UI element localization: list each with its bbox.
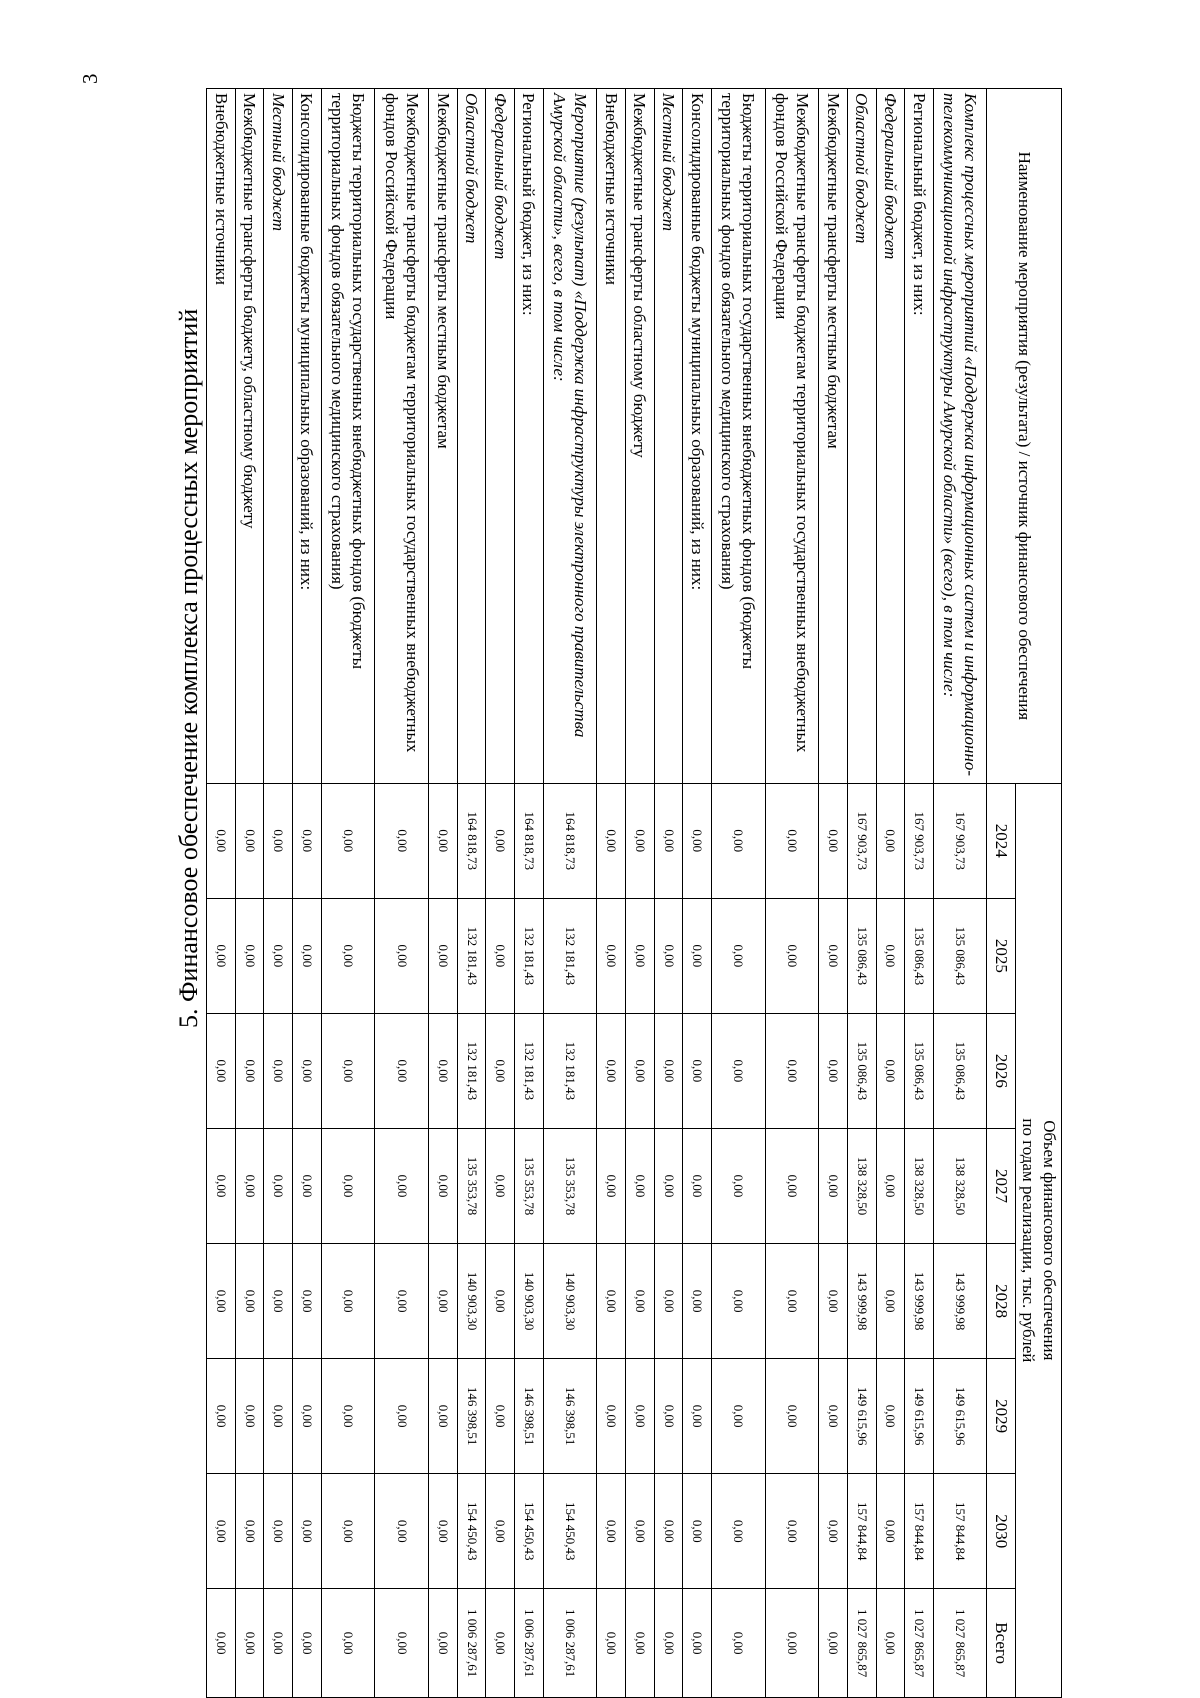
table-row <box>207 89 236 1698</box>
value-cell: 0,00 <box>235 1359 264 1474</box>
table-row <box>457 89 486 1698</box>
value-cell: 135 086,43 <box>847 1013 876 1128</box>
value-cell: 0,00 <box>486 1128 515 1243</box>
table-row <box>543 89 597 1698</box>
row-label: Межбюджетные трансферты местным бюджетам <box>429 89 458 784</box>
value-cell: 0,00 <box>765 783 819 898</box>
table-row <box>486 89 515 1698</box>
value-cell: 0,00 <box>654 1359 683 1474</box>
value-cell: 0,00 <box>207 783 236 898</box>
year-header: 2028 <box>987 1244 1016 1359</box>
volume-header-line1: Объем финансового обеспечения <box>1040 1120 1059 1361</box>
table-row <box>876 89 905 1698</box>
value-cell: 0,00 <box>597 1128 626 1243</box>
row-label: Межбюджетные трансферты бюджетам территориальных государственных внебюджетных фондов Российской Федерации <box>375 89 429 784</box>
row-label: Межбюджетные трансферты областному бюджету <box>625 89 654 784</box>
value-cell: 135 086,43 <box>905 1013 934 1128</box>
value-cell: 0,00 <box>597 1589 626 1698</box>
value-cell: 157 844,84 <box>847 1474 876 1589</box>
value-cell: 0,00 <box>654 1589 683 1698</box>
value-cell: 0,00 <box>264 898 293 1013</box>
value-cell: 0,00 <box>486 898 515 1013</box>
value-cell: 0,00 <box>375 1128 429 1243</box>
value-cell: 0,00 <box>293 783 322 898</box>
row-label: Областной бюджет <box>847 89 876 784</box>
name-column-header: Наименование мероприятия (результата) / источник финансового обеспечения <box>987 89 1062 784</box>
value-cell: 143 999,98 <box>933 1244 987 1359</box>
value-cell: 0,00 <box>264 1128 293 1243</box>
value-cell: 1 006 287,61 <box>543 1589 597 1698</box>
value-cell: 0,00 <box>597 783 626 898</box>
row-label: Комплекс процессных мероприятий «Поддержка информационных систем и информационно-телекоммуникационной инфраструктуры Амурской области» (всего), в том числе: <box>933 89 987 784</box>
row-label: Внебюджетные источники <box>207 89 236 784</box>
value-cell: 167 903,73 <box>905 783 934 898</box>
value-cell: 154 450,43 <box>457 1474 486 1589</box>
row-label: Региональный бюджет, из них: <box>515 89 544 784</box>
value-cell: 0,00 <box>293 1013 322 1128</box>
volume-header <box>1016 783 1062 1697</box>
value-cell: 0,00 <box>321 898 375 1013</box>
value-cell: 0,00 <box>876 1128 905 1243</box>
table-row <box>683 89 712 1698</box>
table-row <box>321 89 375 1698</box>
row-label: Федеральный бюджет <box>486 89 515 784</box>
value-cell: 0,00 <box>654 898 683 1013</box>
value-cell: 0,00 <box>321 783 375 898</box>
value-cell: 0,00 <box>683 898 712 1013</box>
value-cell: 0,00 <box>321 1013 375 1128</box>
value-cell: 0,00 <box>321 1359 375 1474</box>
value-cell: 0,00 <box>207 1359 236 1474</box>
value-cell: 0,00 <box>876 1244 905 1359</box>
value-cell: 0,00 <box>654 1474 683 1589</box>
value-cell: 0,00 <box>683 1128 712 1243</box>
row-label: Областной бюджет <box>457 89 486 784</box>
row-label: Бюджеты территориальных государственных внебюджетных фондов (бюджеты территориальных фондов обязательного медицинского страхования) <box>321 89 375 784</box>
value-cell: 135 353,78 <box>515 1128 544 1243</box>
value-cell: 0,00 <box>876 1359 905 1474</box>
row-label: Межбюджетные трансферты бюджету, областному бюджету <box>235 89 264 784</box>
value-cell: 0,00 <box>876 1474 905 1589</box>
table-row <box>847 89 876 1698</box>
value-cell: 146 398,51 <box>543 1359 597 1474</box>
value-cell: 0,00 <box>429 1589 458 1698</box>
rotated-table-container <box>206 88 1062 1698</box>
value-cell: 143 999,98 <box>905 1244 934 1359</box>
table-body <box>207 89 988 1698</box>
value-cell: 146 398,51 <box>457 1359 486 1474</box>
value-cell: 0,00 <box>683 1589 712 1698</box>
value-cell: 149 615,96 <box>933 1359 987 1474</box>
value-cell: 0,00 <box>293 1128 322 1243</box>
value-cell: 0,00 <box>429 1359 458 1474</box>
value-cell: 0,00 <box>625 1013 654 1128</box>
value-cell: 0,00 <box>321 1128 375 1243</box>
value-cell: 140 903,30 <box>457 1244 486 1359</box>
value-cell: 0,00 <box>654 1244 683 1359</box>
value-cell: 0,00 <box>486 1244 515 1359</box>
value-cell: 0,00 <box>264 1359 293 1474</box>
value-cell: 0,00 <box>235 1244 264 1359</box>
value-cell: 0,00 <box>429 898 458 1013</box>
value-cell: 0,00 <box>375 1359 429 1474</box>
row-label: Межбюджетные трансферты бюджетам территориальных государственных внебюджетных фондов Российской Федерации <box>765 89 819 784</box>
value-cell: 0,00 <box>765 1244 819 1359</box>
year-header: 2024 <box>987 783 1016 898</box>
row-label: Федеральный бюджет <box>876 89 905 784</box>
value-cell: 0,00 <box>711 1359 765 1474</box>
value-cell: 0,00 <box>321 1589 375 1698</box>
value-cell: 164 818,73 <box>515 783 544 898</box>
value-cell: 0,00 <box>765 1013 819 1128</box>
page-number: 3 <box>78 73 102 84</box>
row-label: Местный бюджет <box>264 89 293 784</box>
value-cell: 0,00 <box>654 1128 683 1243</box>
row-label: Внебюджетные источники <box>597 89 626 784</box>
value-cell: 0,00 <box>293 898 322 1013</box>
value-cell: 149 615,96 <box>905 1359 934 1474</box>
value-cell: 0,00 <box>235 898 264 1013</box>
value-cell: 0,00 <box>765 1589 819 1698</box>
value-cell: 1 027 865,87 <box>905 1589 934 1698</box>
value-cell: 135 086,43 <box>905 898 934 1013</box>
value-cell: 0,00 <box>683 1359 712 1474</box>
row-label: Бюджеты территориальных государственных внебюджетных фондов (бюджеты территориальных фондов обязательного медицинского страхования) <box>711 89 765 784</box>
value-cell: 0,00 <box>486 1589 515 1698</box>
value-cell: 0,00 <box>819 1589 848 1698</box>
table-row <box>933 89 987 1698</box>
value-cell: 0,00 <box>711 1013 765 1128</box>
value-cell: 154 450,43 <box>515 1474 544 1589</box>
volume-header-line2: по годам реализации, тыс. рублей <box>1018 1118 1038 1363</box>
value-cell: 0,00 <box>765 898 819 1013</box>
value-cell: 0,00 <box>235 1128 264 1243</box>
value-cell: 0,00 <box>711 1589 765 1698</box>
value-cell: 0,00 <box>597 1244 626 1359</box>
value-cell: 0,00 <box>235 1474 264 1589</box>
value-cell: 0,00 <box>235 1589 264 1698</box>
value-cell: 167 903,73 <box>847 783 876 898</box>
table-row <box>905 89 934 1698</box>
value-cell: 0,00 <box>264 1013 293 1128</box>
value-cell: 0,00 <box>683 1013 712 1128</box>
value-cell: 0,00 <box>765 1359 819 1474</box>
value-cell: 143 999,98 <box>847 1244 876 1359</box>
value-cell: 0,00 <box>293 1244 322 1359</box>
value-cell: 1 027 865,87 <box>933 1589 987 1698</box>
value-cell: 138 328,50 <box>905 1128 934 1243</box>
table-row <box>765 89 819 1698</box>
value-cell: 0,00 <box>264 1244 293 1359</box>
value-cell: 0,00 <box>819 1474 848 1589</box>
value-cell: 154 450,43 <box>543 1474 597 1589</box>
value-cell: 132 181,43 <box>515 898 544 1013</box>
value-cell: 0,00 <box>207 1474 236 1589</box>
value-cell: 0,00 <box>819 898 848 1013</box>
value-cell: 0,00 <box>321 1244 375 1359</box>
value-cell: 1 006 287,61 <box>515 1589 544 1698</box>
year-header: 2025 <box>987 898 1016 1013</box>
value-cell: 164 818,73 <box>543 783 597 898</box>
table-row <box>625 89 654 1698</box>
value-cell: 140 903,30 <box>515 1244 544 1359</box>
value-cell: 0,00 <box>207 1128 236 1243</box>
value-cell: 0,00 <box>429 1244 458 1359</box>
table-row <box>235 89 264 1698</box>
value-cell: 0,00 <box>597 1359 626 1474</box>
year-header: 2030 <box>987 1474 1016 1589</box>
value-cell: 0,00 <box>711 898 765 1013</box>
value-cell: 135 353,78 <box>543 1128 597 1243</box>
value-cell: 0,00 <box>711 783 765 898</box>
value-cell: 132 181,43 <box>457 1013 486 1128</box>
table-row <box>711 89 765 1698</box>
value-cell: 0,00 <box>375 783 429 898</box>
value-cell: 0,00 <box>486 1013 515 1128</box>
value-cell: 157 844,84 <box>905 1474 934 1589</box>
value-cell: 0,00 <box>711 1244 765 1359</box>
value-cell: 140 903,30 <box>543 1244 597 1359</box>
year-header: 2027 <box>987 1128 1016 1243</box>
value-cell: 0,00 <box>207 1013 236 1128</box>
value-cell: 1 027 865,87 <box>847 1589 876 1698</box>
value-cell: 0,00 <box>819 1013 848 1128</box>
value-cell: 0,00 <box>876 1589 905 1698</box>
table-row <box>375 89 429 1698</box>
value-cell: 0,00 <box>711 1474 765 1589</box>
value-cell: 0,00 <box>683 1474 712 1589</box>
value-cell: 0,00 <box>207 1244 236 1359</box>
table-row <box>429 89 458 1698</box>
value-cell: 132 181,43 <box>457 898 486 1013</box>
value-cell: 135 353,78 <box>457 1128 486 1243</box>
value-cell: 0,00 <box>375 1589 429 1698</box>
value-cell: 138 328,50 <box>847 1128 876 1243</box>
value-cell: 132 181,43 <box>515 1013 544 1128</box>
value-cell: 0,00 <box>625 1244 654 1359</box>
table-row <box>597 89 626 1698</box>
value-cell: 0,00 <box>293 1359 322 1474</box>
section-heading: 5. Финансовое обеспечение комплекса процессных мероприятий <box>174 308 203 1028</box>
value-cell: 0,00 <box>819 1359 848 1474</box>
value-cell: 0,00 <box>819 783 848 898</box>
value-cell: 0,00 <box>625 1359 654 1474</box>
value-cell: 0,00 <box>375 898 429 1013</box>
value-cell: 146 398,51 <box>515 1359 544 1474</box>
value-cell: 0,00 <box>235 1013 264 1128</box>
value-cell: 0,00 <box>876 783 905 898</box>
value-cell: 0,00 <box>264 783 293 898</box>
table-row <box>264 89 293 1698</box>
table-row <box>293 89 322 1698</box>
value-cell: 0,00 <box>264 1589 293 1698</box>
value-cell: 0,00 <box>625 1474 654 1589</box>
value-cell: 0,00 <box>375 1013 429 1128</box>
value-cell: 0,00 <box>375 1474 429 1589</box>
value-cell: 0,00 <box>625 783 654 898</box>
value-cell: 0,00 <box>486 783 515 898</box>
value-cell: 0,00 <box>654 783 683 898</box>
value-cell: 0,00 <box>625 898 654 1013</box>
value-cell: 0,00 <box>654 1013 683 1128</box>
value-cell: 0,00 <box>597 1013 626 1128</box>
value-cell: 135 086,43 <box>933 1013 987 1128</box>
value-cell: 0,00 <box>683 1244 712 1359</box>
row-label: Консолидированные бюджеты муниципальных образований, из них: <box>293 89 322 784</box>
value-cell: 149 615,96 <box>847 1359 876 1474</box>
value-cell: 0,00 <box>486 1474 515 1589</box>
table-row <box>654 89 683 1698</box>
year-header: 2026 <box>987 1013 1016 1128</box>
value-cell: 0,00 <box>711 1128 765 1243</box>
value-cell: 0,00 <box>375 1244 429 1359</box>
row-label: Местный бюджет <box>654 89 683 784</box>
value-cell: 0,00 <box>625 1589 654 1698</box>
value-cell: 0,00 <box>683 783 712 898</box>
row-label: Межбюджетные трансферты местным бюджетам <box>819 89 848 784</box>
value-cell: 0,00 <box>235 783 264 898</box>
financing-table <box>206 88 1062 1698</box>
value-cell: 0,00 <box>429 1128 458 1243</box>
value-cell: 0,00 <box>597 1474 626 1589</box>
value-cell: 132 181,43 <box>543 898 597 1013</box>
row-label: Консолидированные бюджеты муниципальных образований, из них: <box>683 89 712 784</box>
value-cell: 135 086,43 <box>933 898 987 1013</box>
year-header: 2029 <box>987 1359 1016 1474</box>
value-cell: 0,00 <box>597 898 626 1013</box>
value-cell: 0,00 <box>819 1244 848 1359</box>
row-label: Региональный бюджет, из них: <box>905 89 934 784</box>
year-header: Всего <box>987 1589 1016 1698</box>
value-cell: 0,00 <box>876 898 905 1013</box>
value-cell: 0,00 <box>293 1474 322 1589</box>
value-cell: 0,00 <box>207 898 236 1013</box>
value-cell: 0,00 <box>625 1128 654 1243</box>
value-cell: 0,00 <box>765 1128 819 1243</box>
value-cell: 0,00 <box>207 1589 236 1698</box>
value-cell: 157 844,84 <box>933 1474 987 1589</box>
value-cell: 0,00 <box>264 1474 293 1589</box>
value-cell: 167 903,73 <box>933 783 987 898</box>
table-row <box>819 89 848 1698</box>
header-row <box>1016 89 1062 1698</box>
value-cell: 135 086,43 <box>847 898 876 1013</box>
row-label: Мероприятие (результат) «Поддержка инфраструктуры электронного правительства Амурской области», всего, в том числе: <box>543 89 597 784</box>
value-cell: 0,00 <box>293 1589 322 1698</box>
value-cell: 0,00 <box>819 1128 848 1243</box>
value-cell: 0,00 <box>429 1474 458 1589</box>
value-cell: 0,00 <box>486 1359 515 1474</box>
value-cell: 0,00 <box>429 783 458 898</box>
value-cell: 0,00 <box>765 1474 819 1589</box>
value-cell: 132 181,43 <box>543 1013 597 1128</box>
value-cell: 1 006 287,61 <box>457 1589 486 1698</box>
value-cell: 138 328,50 <box>933 1128 987 1243</box>
value-cell: 0,00 <box>876 1013 905 1128</box>
table-row <box>515 89 544 1698</box>
value-cell: 164 818,73 <box>457 783 486 898</box>
value-cell: 0,00 <box>321 1474 375 1589</box>
value-cell: 0,00 <box>429 1013 458 1128</box>
